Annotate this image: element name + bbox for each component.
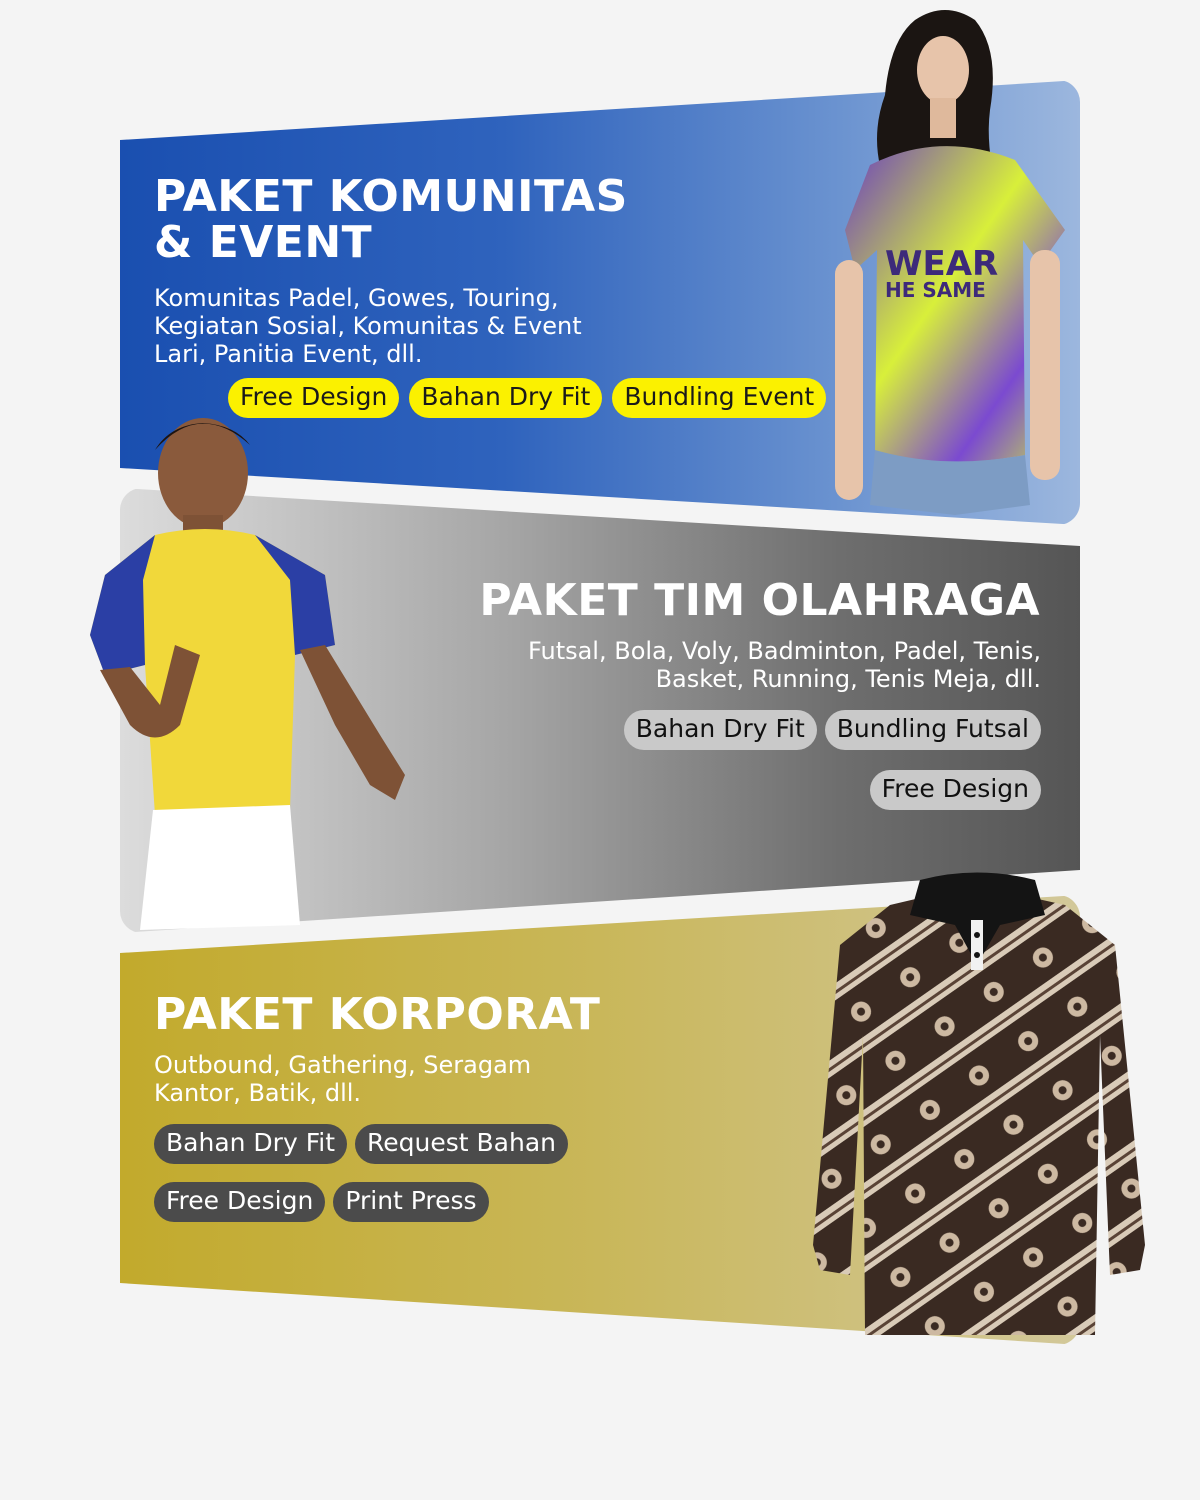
panel-korporat-title: PAKET KORPORAT (154, 989, 601, 1040)
tag-bahan-dry-fit: Bahan Dry Fit (409, 378, 602, 418)
tag-bundling-futsal: Bundling Futsal (825, 710, 1041, 750)
svg-text:HE SAME: HE SAME (885, 278, 986, 302)
panel-korporat-tags (154, 1124, 634, 1222)
woman-in-purple-yellow-jersey-photo (825, 0, 1075, 525)
svg-text:WEAR: WEAR (885, 244, 999, 284)
panel-komunitas-description: Komunitas Padel, Gowes, Touring, Kegiatan Sosial, Komunitas & Event Lari, Panitia Event, dll. (154, 284, 582, 368)
tag-free-design: Free Design (870, 770, 1041, 810)
tag-free-design: Free Design (228, 378, 399, 418)
tag-bahan-dry-fit: Bahan Dry Fit (624, 710, 817, 750)
panel-olahraga-tags (571, 710, 1041, 810)
tag-bundling-event: Bundling Event (612, 378, 826, 418)
tag-request-bahan: Request Bahan (355, 1124, 568, 1164)
man-in-yellow-blue-jersey-photo (85, 405, 425, 935)
tag-bahan-dry-fit: Bahan Dry Fit (154, 1124, 347, 1164)
panel-komunitas-title: PAKET KOMUNITAS & EVENT (154, 171, 628, 268)
panel-olahraga-title: PAKET TIM OLAHRAGA (479, 575, 1040, 626)
panel-korporat-description: Outbound, Gathering, Seragam Kantor, Batik, dll. (154, 1051, 532, 1107)
tag-print-press: Print Press (333, 1182, 488, 1222)
batik-long-sleeve-polo-photo (795, 865, 1160, 1340)
jersey-logo-text (885, 244, 998, 302)
tag-free-design: Free Design (154, 1182, 325, 1222)
panel-olahraga-description: Futsal, Bola, Voly, Badminton, Padel, Tenis, Basket, Running, Tenis Meja, dll. (527, 637, 1041, 693)
